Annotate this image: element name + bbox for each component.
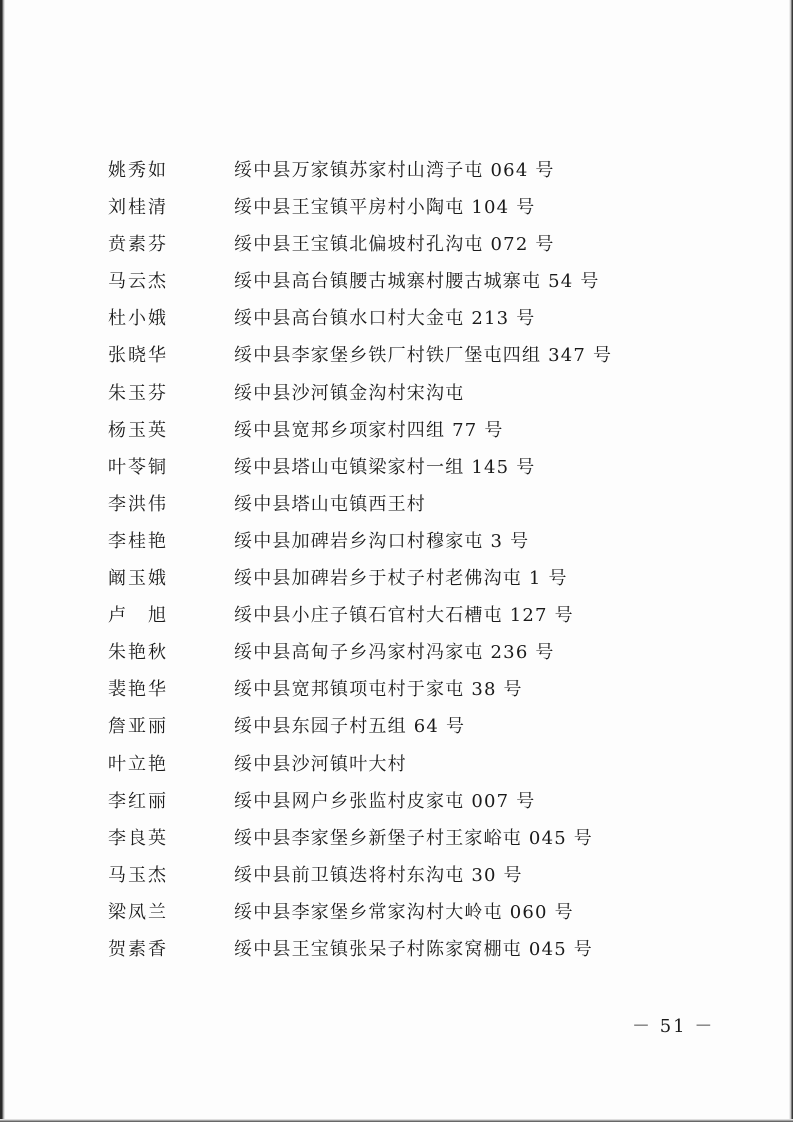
person-name: 梁凤兰 xyxy=(108,901,168,923)
person-name: 李桂艳 xyxy=(108,530,168,552)
name-address-list xyxy=(0,152,793,968)
person-address: 绥中县宽邦乡项家村四组 77 号 xyxy=(234,419,504,441)
person-name: 詹亚丽 xyxy=(108,716,168,738)
list-item xyxy=(0,894,793,931)
person-address: 绥中县加碑岩乡于杖子村老佛沟屯 1 号 xyxy=(234,568,568,590)
person-address: 绥中县高台镇水口村大金屯 213 号 xyxy=(234,308,536,330)
person-name: 朱艳秋 xyxy=(108,642,168,664)
person-name: 卢 旭 xyxy=(108,605,168,627)
person-name: 阚玉娥 xyxy=(108,568,168,590)
person-address: 绥中县塔山屯镇梁家村一组 145 号 xyxy=(234,456,536,478)
person-address: 绥中县王宝镇北偏坡村孔沟屯 072 号 xyxy=(234,234,555,256)
person-name: 马玉杰 xyxy=(108,864,168,886)
list-item xyxy=(0,671,793,708)
list-item xyxy=(0,486,793,523)
list-item xyxy=(0,523,793,560)
person-name: 叶苓铜 xyxy=(108,456,168,478)
person-name: 李良英 xyxy=(108,827,168,849)
list-item xyxy=(0,189,793,226)
list-item xyxy=(0,375,793,412)
person-name: 刘桂清 xyxy=(108,197,168,219)
person-address: 绥中县高台镇腰古城寨村腰古城寨屯 54 号 xyxy=(234,271,600,293)
list-item xyxy=(0,412,793,449)
person-name: 贲素芬 xyxy=(108,234,168,256)
person-address: 绥中县网户乡张监村皮家屯 007 号 xyxy=(234,790,536,812)
person-name: 杜小娥 xyxy=(108,308,168,330)
person-address: 绥中县小庄子镇石官村大石槽屯 127 号 xyxy=(234,605,574,627)
person-name: 张晓华 xyxy=(108,345,168,367)
person-address: 绥中县沙河镇叶大村 xyxy=(234,753,407,775)
list-item xyxy=(0,857,793,894)
person-name: 姚秀如 xyxy=(108,160,168,181)
list-item xyxy=(0,263,793,300)
list-item xyxy=(0,300,793,337)
person-address: 绥中县沙河镇金沟村宋沟屯 xyxy=(234,382,465,404)
person-name: 叶立艳 xyxy=(108,753,168,775)
list-item xyxy=(0,152,793,189)
person-address: 绥中县李家堡乡常家沟村大岭屯 060 号 xyxy=(234,901,574,923)
person-address: 绥中县高甸子乡冯家村冯家屯 236 号 xyxy=(234,642,555,664)
list-item xyxy=(0,560,793,597)
list-item xyxy=(0,708,793,745)
person-name: 贺素香 xyxy=(108,938,168,960)
person-name: 杨玉英 xyxy=(108,419,168,441)
person-name: 朱玉芬 xyxy=(108,382,168,404)
list-item xyxy=(0,931,793,968)
person-name: 李洪伟 xyxy=(108,493,168,515)
person-name: 马云杰 xyxy=(108,271,168,293)
list-item xyxy=(0,337,793,374)
person-address: 绥中县王宝镇张呆子村陈家窝棚屯 045 号 xyxy=(234,938,593,960)
person-address: 绥中县李家堡乡铁厂村铁厂堡屯四组 347 号 xyxy=(234,345,613,367)
person-address: 绥中县宽邦镇项屯村于家屯 38 号 xyxy=(234,679,523,701)
person-address: 绥中县前卫镇迭将村东沟屯 30 号 xyxy=(234,864,523,886)
page-number: － 51 － xyxy=(632,1016,715,1037)
person-address: 绥中县东园子村五组 64 号 xyxy=(234,716,466,738)
person-name: 李红丽 xyxy=(108,790,168,812)
person-name: 裴艳华 xyxy=(108,679,168,701)
list-item xyxy=(0,449,793,486)
list-item xyxy=(0,746,793,783)
person-address: 绥中县李家堡乡新堡子村王家峪屯 045 号 xyxy=(234,827,593,849)
person-address: 绥中县塔山屯镇西王村 xyxy=(234,493,426,515)
list-item xyxy=(0,783,793,820)
person-address: 绥中县万家镇苏家村山湾子屯 064 号 xyxy=(234,160,555,181)
list-item xyxy=(0,634,793,671)
person-address: 绥中县王宝镇平房村小陶屯 104 号 xyxy=(234,197,536,219)
list-item xyxy=(0,820,793,857)
person-address: 绥中县加碑岩乡沟口村穆家屯 3 号 xyxy=(234,530,530,552)
list-item xyxy=(0,226,793,263)
list-item xyxy=(0,597,793,634)
